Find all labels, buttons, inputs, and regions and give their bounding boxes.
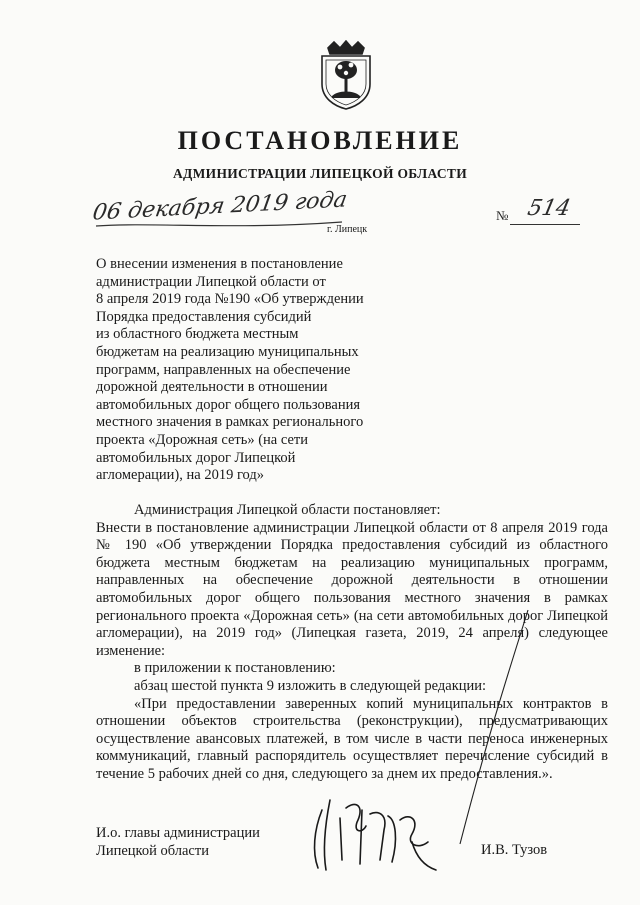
body-paragraph-clause: абзац шестой пункта 9 изложить в следующей редакции: <box>134 677 487 694</box>
heading-line: программ, направленных на обеспечение <box>96 361 351 378</box>
heading-line: Порядка предоставления субсидий <box>96 308 312 325</box>
number-label: № <box>496 208 509 223</box>
body-paragraph-appendix: в приложении к постановлению: <box>134 660 336 677</box>
handwritten-number: 514 <box>525 196 573 221</box>
date-underline <box>94 218 344 234</box>
signer-name: И.В. Тузов <box>481 842 548 858</box>
handwritten-date <box>90 187 349 234</box>
heading-line: 8 апреля 2019 года №190 «Об утверждении <box>96 291 364 308</box>
body-paragraph-amendment: Внести в постановление администрации Липецкой области от 8 апреля 2019 года № 190 «Об утверждении Порядка предоставления субсидий из областного бюджета местным бюджетам на реализацию муниципальных программ, направленных на обеспечение дорожной деятельности в отношении автомобильных дорог общего пользования местного значения в рамках регионального проекта «Дорожная сеть» (на сети автомобильных дорог Липецкой агломерации), на 2019 год» (Липецкая газета, 2019, 24 апреля) следующее изменение: <box>96 519 608 659</box>
number-line <box>510 224 580 225</box>
heading-line: агломерации), на 2019 год» <box>96 467 265 484</box>
handwritten-date-text: 06 декабря 2019 года <box>90 187 349 226</box>
heading-line: автомобильных дорог Липецкой <box>96 449 296 466</box>
body-paragraph-resolves: Администрация Липецкой области постановляет: <box>134 502 441 518</box>
coat-of-arms-icon <box>318 40 374 110</box>
document-heading <box>96 256 396 485</box>
heading-line: из областного бюджета местным <box>96 326 299 343</box>
heading-line: администрации Липецкой области от <box>96 273 326 290</box>
document-title: ПОСТАНОВЛЕНИЕ <box>177 126 463 155</box>
signatory-position-line1: И.о. главы администрации <box>96 825 260 841</box>
heading-line: О внесении изменения в постановление <box>96 256 343 272</box>
handwritten-signature <box>300 790 470 880</box>
city-label: г. Липецк <box>327 224 368 235</box>
document-body <box>96 502 608 784</box>
heading-line: автомобильных дорог общего пользования <box>96 396 361 413</box>
signatory-position-line2: Липецкой области <box>96 843 209 859</box>
heading-line: проекта «Дорожная сеть» (на сети <box>96 431 309 448</box>
heading-line: местного значения в рамках регионального <box>96 414 364 431</box>
document-subtitle: АДМИНИСТРАЦИИ ЛИПЕЦКОЙ ОБЛАСТИ <box>172 166 468 181</box>
heading-line: дорожной деятельности в отношении <box>96 379 328 396</box>
body-paragraph-new-text: «При предоставлении заверенных копий муниципальных контрактов в отношении объектов строительства (реконструкции), предусматривающих осуществление авансовых платежей, в том числе в части переноса инженерных коммуникаций, главный распорядитель осуществляет перечисление субсидий в течение 5 рабочих дней со дня, следующего за днем их предоставления.». <box>96 695 608 782</box>
signature-block <box>96 824 260 860</box>
heading-line: бюджетам на реализацию муниципальных <box>96 343 359 360</box>
